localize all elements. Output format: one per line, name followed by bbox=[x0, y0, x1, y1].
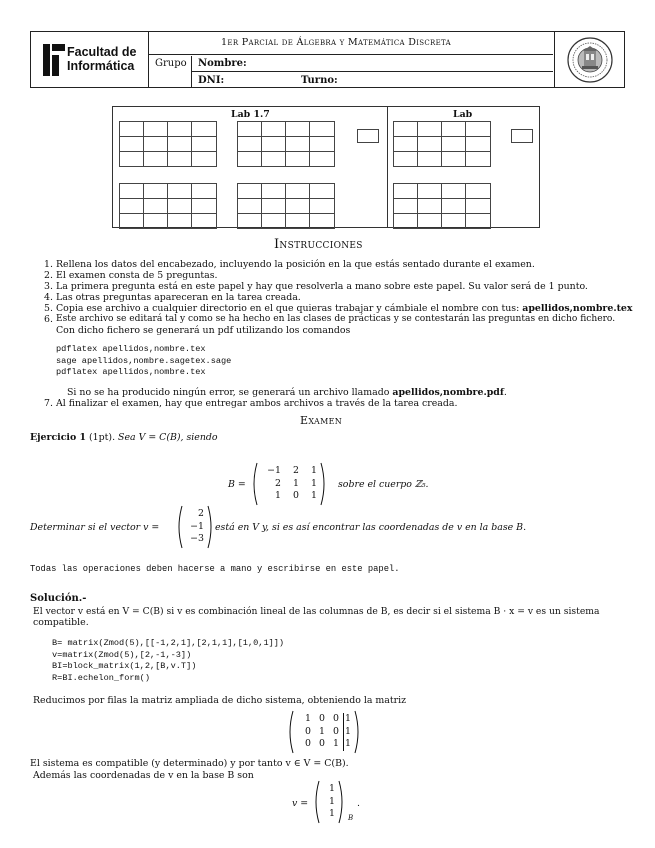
left-paren bbox=[312, 780, 320, 824]
seat[interactable] bbox=[309, 213, 334, 229]
faculty-logo bbox=[43, 44, 67, 76]
seat[interactable] bbox=[465, 213, 490, 229]
seat[interactable] bbox=[441, 213, 466, 229]
seat[interactable] bbox=[417, 183, 442, 199]
university-seal-icon bbox=[565, 36, 615, 84]
matrix-cell: 1 bbox=[345, 725, 351, 737]
seat[interactable] bbox=[285, 198, 310, 214]
matrix-cell: 0 bbox=[333, 725, 339, 737]
grupo-label: Grupo bbox=[155, 58, 187, 69]
seat[interactable] bbox=[465, 183, 490, 199]
coords-intro: Además las coordenadas de v en la base B son bbox=[33, 770, 254, 781]
instruction-item: El examen consta de 5 preguntas. bbox=[56, 270, 218, 281]
left-paren bbox=[250, 462, 258, 506]
left-paren bbox=[175, 505, 183, 549]
vector-entry: −1 bbox=[190, 520, 204, 532]
matrix-cell: 1 bbox=[311, 477, 317, 489]
matrix-r bbox=[286, 710, 362, 754]
matrix-cell: 0 bbox=[305, 738, 311, 750]
seat[interactable] bbox=[309, 121, 334, 137]
instruction-item: Rellena los datos del encabezado, incluyendo la posición en la que estás sentado durante el examen. bbox=[56, 259, 535, 270]
seat[interactable] bbox=[309, 151, 334, 167]
seat[interactable] bbox=[191, 183, 216, 199]
instructions-title: Instrucciones bbox=[274, 237, 363, 252]
coords-period: . bbox=[357, 798, 360, 809]
vector-v bbox=[175, 505, 215, 549]
right-paren bbox=[338, 780, 346, 824]
instruction-num: 5. bbox=[44, 303, 53, 314]
seat[interactable] bbox=[417, 213, 442, 229]
solution-title: Solución.- bbox=[30, 593, 87, 604]
sage-code-line: R=BI.echelon_form() bbox=[52, 672, 150, 683]
basis-subscript: B bbox=[348, 814, 354, 822]
lab-right-label: Lab bbox=[453, 109, 473, 120]
header-divider bbox=[191, 71, 553, 72]
pdf-filename: apellidos,nombre.pdf bbox=[392, 387, 504, 398]
matrix-cell: 1 bbox=[305, 713, 311, 725]
seat[interactable] bbox=[167, 121, 192, 137]
instruction-item: Este archivo se editará tal y como se ha hecho en las clases de prácticas y se contestarán las preguntas en dicho fichero. bbox=[56, 314, 616, 324]
seat[interactable] bbox=[237, 213, 262, 229]
seat-block bbox=[237, 121, 334, 166]
seat[interactable] bbox=[441, 136, 466, 152]
seat[interactable] bbox=[261, 183, 286, 199]
command-line: pdflatex apellidos,nombre.tex bbox=[56, 367, 206, 377]
seat[interactable] bbox=[417, 198, 442, 214]
vector-entry: 1 bbox=[329, 808, 335, 820]
sage-code-line: B= matrix(Zmod(5),[[-1,2,1],[2,1,1],[1,0,1]]) bbox=[52, 638, 285, 648]
seat[interactable] bbox=[393, 121, 418, 137]
exercise-heading bbox=[30, 432, 218, 443]
seat[interactable] bbox=[261, 213, 286, 229]
solution-paragraph-cont: compatible. bbox=[33, 617, 89, 628]
solution-paragraph: El vector v está en V = C(B) si v es combinación lineal de las columnas de B, es decir si el sistema B · x = v es un sistema bbox=[33, 606, 600, 617]
instruction-num: 7. bbox=[44, 398, 53, 409]
instruction-item bbox=[56, 303, 632, 314]
determine-suffix: está en V y, si es así encontrar las coordenadas de v en la base B. bbox=[215, 522, 527, 533]
seat[interactable] bbox=[143, 151, 168, 167]
seat[interactable] bbox=[167, 136, 192, 152]
vector-entry: 1 bbox=[329, 783, 335, 795]
command-line: sage apellidos,nombre.sagetex.sage bbox=[56, 355, 232, 366]
seat[interactable] bbox=[309, 183, 334, 199]
exercise-points: (1pt). bbox=[89, 432, 116, 443]
seat[interactable] bbox=[393, 136, 418, 152]
header-divider bbox=[148, 54, 553, 55]
matrix-cell: 0 bbox=[319, 738, 325, 750]
note-text: Si no se ha producido ningún error, se generará un archivo llamado bbox=[67, 387, 390, 398]
seat[interactable] bbox=[191, 151, 216, 167]
seat[interactable] bbox=[261, 121, 286, 137]
seat[interactable] bbox=[167, 151, 192, 167]
vector-entry: 2 bbox=[198, 508, 204, 520]
logo-text-line2: Informática bbox=[67, 59, 135, 73]
lab-divider bbox=[387, 107, 388, 227]
seat[interactable] bbox=[191, 213, 216, 229]
matrix-cell: 1 bbox=[275, 490, 281, 502]
seat[interactable] bbox=[167, 213, 192, 229]
lab-seating-map bbox=[112, 106, 540, 228]
seat[interactable] bbox=[465, 198, 490, 214]
exercise-label: Ejercicio 1 bbox=[30, 432, 87, 443]
instruction-item-continuation: Con dicho fichero se generará un pdf utilizando los comandos bbox=[56, 325, 351, 336]
seat[interactable] bbox=[393, 213, 418, 229]
instruction-item: La primera pregunta está en este papel y hay que resolverla a mano sobre este papel. Su valor será de 1 punto. bbox=[56, 281, 588, 292]
seat[interactable] bbox=[309, 198, 334, 214]
matrix-cell: 1 bbox=[345, 738, 351, 750]
exam-section-title: Examen bbox=[300, 414, 343, 427]
seat[interactable] bbox=[285, 213, 310, 229]
seat[interactable] bbox=[465, 121, 490, 137]
teacher-desk bbox=[357, 129, 379, 143]
matrix-b bbox=[250, 462, 328, 506]
matrix-cell: 0 bbox=[333, 713, 339, 725]
header-divider bbox=[148, 32, 149, 87]
logo-text-line1: Facultad de bbox=[67, 45, 137, 59]
exam-header bbox=[30, 31, 625, 88]
instruction-num: 6. bbox=[44, 314, 53, 325]
seat[interactable] bbox=[143, 183, 168, 199]
seat[interactable] bbox=[191, 136, 216, 152]
determine-prefix: Determinar si el vector v = bbox=[30, 522, 160, 533]
right-paren bbox=[207, 505, 215, 549]
sage-code-line: BI=block_matrix(1,2,[B,v.T]) bbox=[52, 661, 197, 671]
matrix-cell: 1 bbox=[333, 738, 339, 750]
seat[interactable] bbox=[309, 136, 334, 152]
seat[interactable] bbox=[393, 183, 418, 199]
command-line: pdflatex apellidos,nombre.tex bbox=[56, 344, 206, 354]
instruction-num: 2. bbox=[44, 270, 53, 281]
seat[interactable] bbox=[143, 136, 168, 152]
matrix-cell: 0 bbox=[305, 725, 311, 737]
seat[interactable] bbox=[143, 198, 168, 214]
seat[interactable] bbox=[285, 183, 310, 199]
coords-vector bbox=[312, 780, 346, 824]
seat[interactable] bbox=[237, 136, 262, 152]
seat[interactable] bbox=[237, 198, 262, 214]
instruction-item: Al finalizar el examen, hay que entregar ambos archivos a través de la tarea creada. bbox=[56, 398, 458, 409]
matrix-cell: 1 bbox=[311, 465, 317, 477]
matrix-cell: 0 bbox=[293, 490, 299, 502]
seat[interactable] bbox=[441, 121, 466, 137]
seat-block bbox=[393, 183, 490, 228]
nombre-label: Nombre: bbox=[198, 58, 247, 69]
right-paren bbox=[320, 462, 328, 506]
vector-entry: −3 bbox=[190, 533, 204, 545]
matrix-cell: 1 bbox=[293, 477, 299, 489]
seat[interactable] bbox=[119, 198, 144, 214]
seat[interactable] bbox=[119, 213, 144, 229]
exam-title: 1er Parcial de Álgebra y Matemática Discreta bbox=[221, 37, 451, 48]
vector-entry: 1 bbox=[329, 795, 335, 807]
exam-note: Todas las operaciones deben hacerse a mano y escribirse en este papel. bbox=[30, 564, 400, 574]
seat[interactable] bbox=[441, 151, 466, 167]
seat-block bbox=[119, 183, 216, 228]
seat[interactable] bbox=[143, 121, 168, 137]
matrix-cell: 1 bbox=[345, 713, 351, 725]
teacher-desk bbox=[511, 129, 533, 143]
seat[interactable] bbox=[167, 198, 192, 214]
seat[interactable] bbox=[285, 121, 310, 137]
seat[interactable] bbox=[237, 183, 262, 199]
seat[interactable] bbox=[237, 121, 262, 137]
conclusion-text: El sistema es compatible (y determinado) y por tanto v ∈ V = C(B). bbox=[30, 758, 349, 769]
seat[interactable] bbox=[167, 183, 192, 199]
instruction-num: 3. bbox=[44, 281, 53, 292]
seat[interactable] bbox=[143, 213, 168, 229]
exercise-statement: Sea V = C(B), siendo bbox=[118, 432, 218, 443]
seat[interactable] bbox=[417, 151, 442, 167]
matrix-cell: 0 bbox=[319, 713, 325, 725]
seat[interactable] bbox=[119, 151, 144, 167]
seat[interactable] bbox=[393, 198, 418, 214]
augmented-bar bbox=[343, 713, 344, 751]
right-paren bbox=[354, 710, 362, 754]
seat[interactable] bbox=[285, 151, 310, 167]
seat[interactable] bbox=[417, 136, 442, 152]
instruction-num: 1. bbox=[44, 259, 53, 270]
b-label: B = bbox=[228, 479, 246, 490]
seat[interactable] bbox=[465, 136, 490, 152]
seat[interactable] bbox=[191, 198, 216, 214]
seat-block bbox=[393, 121, 490, 166]
seat[interactable] bbox=[261, 151, 286, 167]
seat[interactable] bbox=[119, 183, 144, 199]
matrix-cell: 2 bbox=[275, 477, 281, 489]
matrix-cell: 1 bbox=[311, 490, 317, 502]
lab-left-label: Lab 1.7 bbox=[231, 109, 270, 120]
seat[interactable] bbox=[393, 151, 418, 167]
sage-code-line: v=matrix(Zmod(5),[2,-1,-3]) bbox=[52, 649, 192, 660]
reduce-text: Reducimos por filas la matriz ampliada de dicho sistema, obteniendo la matriz bbox=[33, 695, 407, 706]
seat[interactable] bbox=[261, 136, 286, 152]
seat-block bbox=[237, 183, 334, 228]
instruction-text: Copia ese archivo a cualquier directorio en el que quieras trabajar y cámbiale el nombre con tus: bbox=[56, 303, 520, 314]
seat[interactable] bbox=[119, 121, 144, 137]
v-label: v = bbox=[292, 798, 309, 809]
seat-block bbox=[119, 121, 216, 166]
seat[interactable] bbox=[465, 151, 490, 167]
seat[interactable] bbox=[119, 136, 144, 152]
matrix-cell: −1 bbox=[267, 465, 281, 477]
field-text: sobre el cuerpo ℤ₅. bbox=[338, 479, 429, 490]
seat[interactable] bbox=[441, 183, 466, 199]
seat[interactable] bbox=[191, 121, 216, 137]
compile-note bbox=[67, 387, 507, 398]
note-period: . bbox=[503, 387, 507, 398]
seat[interactable] bbox=[261, 198, 286, 214]
seat[interactable] bbox=[237, 151, 262, 167]
instruction-item: Las otras preguntas apareceran en la tarea creada. bbox=[56, 292, 301, 303]
seat[interactable] bbox=[441, 198, 466, 214]
seat[interactable] bbox=[285, 136, 310, 152]
seat[interactable] bbox=[417, 121, 442, 137]
header-divider bbox=[554, 32, 555, 87]
matrix-cell: 1 bbox=[319, 725, 325, 737]
instruction-num: 4. bbox=[44, 292, 53, 303]
left-paren bbox=[286, 710, 294, 754]
matrix-cell: 2 bbox=[293, 465, 299, 477]
turno-label: Turno: bbox=[301, 75, 338, 86]
dni-label: DNI: bbox=[198, 75, 225, 86]
instruction-filename: apellidos,nombre.tex bbox=[522, 303, 633, 314]
